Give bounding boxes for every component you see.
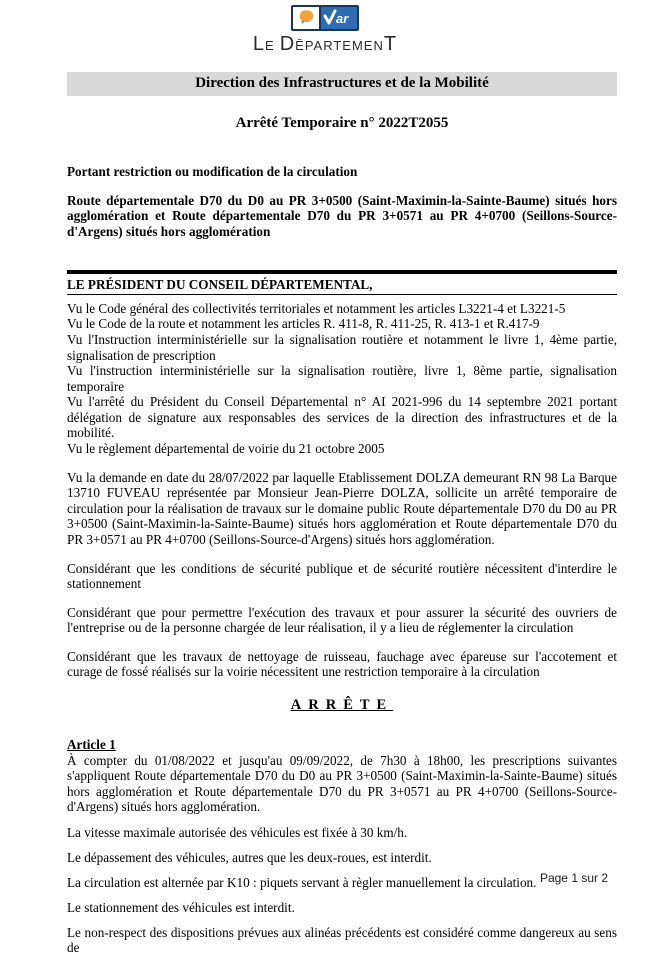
vu-item: Vu l'Instruction interministérielle sur la signalisation routière et notamment le livre 1, 4ème partie, signalisation de prescription (67, 332, 617, 363)
var-wordmark (321, 7, 357, 29)
article1-intro: À compter du 01/08/2022 et jusqu'au 09/09/2022, de 7h30 à 18h00, les prescriptions suivantes s'appliquent Route départementale D70 du D0 au PR 3+0500 (Saint-Maximin-la-Sainte-Baume) situés hors agglomération et Route départementale D70 du PR 3+0571 au PR 4+0700 (Seillons-Source-d'Argens) situés hors agglomération. (67, 752, 617, 815)
subject-line: Portant restriction ou modification de la circulation (67, 163, 358, 179)
article1-item: Le stationnement des véhicules est interdit. (67, 899, 295, 915)
department-logo (0, 0, 650, 57)
article1-item: Le dépassement des véhicules, autres que les deux-roues, est interdit. (67, 849, 432, 865)
document-title: Arrêté Temporaire n° 2022T2055 (235, 115, 449, 132)
article1-item: Le non-respect des dispositions prévues aux alinéas précédents est considéré comme dangereux au sens de (67, 924, 617, 956)
arrete-heading-text: ARRÊTE (290, 697, 394, 713)
vu-recitals (67, 301, 617, 457)
wordmark-letter: E (265, 38, 275, 53)
article1-heading: Article 1 (67, 737, 116, 753)
wordmark-letter: ĒPARTEMEN (295, 38, 384, 53)
subject-roads: Route départementale D70 du D0 au PR 3+0500 (Saint-Maximin-la-Sainte-Baume) situés hors agglomération et Route départementale D70 du PR 3+0571 au PR 4+0700 (Seillons-Source-d'Argens) situés hors agglomération (67, 192, 617, 239)
page-number: Page 1 sur 2 (539, 871, 608, 885)
arrete-heading (67, 697, 617, 714)
var-check-icon (325, 11, 335, 23)
wordmark-letter: L (252, 33, 266, 55)
vu-item: Vu le Code général des collectivités territoriales et notamment les articles L3221-4 et L3221-5 (67, 300, 566, 316)
var-wordmark-tail: ar (336, 11, 349, 26)
considerant-paragraph: Considérant que les conditions de sécurité publique et de sécurité routière nécessitent d'interdire le stationnement (67, 560, 617, 592)
vu-item: Vu l'arrêté du Président du Conseil Départemental n° AI 2021-996 du 14 septembre 2021 portant délégation de signature aux responsables des services de la direction des infrastructures et de la mobilité. (67, 394, 617, 441)
article1-item: La circulation est alternée par K10 : piquets servant à règler manuellement la circulation. (67, 874, 537, 890)
direction-banner: Direction des Infrastructures et de la Mobilité (67, 72, 617, 97)
wordmark-letter: T (383, 33, 398, 55)
vu-item: Vu l'instruction interministérielle sur la signalisation routière, livre 1, 8ème partie, signalisation temporaire (67, 363, 617, 394)
president-heading: LE PRÉSIDENT DU CONSEIL DÉPARTEMENTAL, (67, 270, 617, 295)
request-paragraph: Vu la demande en date du 28/07/2022 par laquelle Etablissement DOLZA demeurant RN 98 La Barque 13710 FUVEAU représentée par Monsieur Jean-Pierre DOLZA, sollicite un arrêté temporaire de circulation pour la réalisation de travaux sur le domaine public Route départementale D70 du D0 au PR 3+0500 (Saint-Maximin-la-Sainte-Baume) situés hors agglomération et Route départementale D70 du PR 3+0571 au PR 4+0700 (Seillons-Source-d'Argens) situés hors agglomération. (67, 469, 617, 547)
article1-item: La vitesse maximale autorisée des véhicules est fixée à 30 km/h. (67, 824, 408, 840)
considerant-paragraph: Considérant que les travaux de nettoyage de ruisseau, fauchage avec épareuse sur l'accotement et curage de fossé réalisés sur la voirie nécessitent une restriction temporaire à la circulation (67, 648, 617, 680)
vu-item: Vu le règlement départemental de voirie du 21 octobre 2005 (67, 441, 385, 457)
department-wordmark (0, 33, 650, 57)
var-map-icon (293, 7, 321, 29)
var-logo-box (291, 5, 359, 31)
vu-item: Vu le Code de la route et notamment les articles R. 411-8, R. 411-25, R. 413-1 et R.417-9 (67, 316, 540, 332)
considerant-paragraph: Considérant que pour permettre l'exécution des travaux et pour assurer la sécurité des ouvriers de l'entreprise ou de la personne chargée de leur réalisation, il y a lieu de réglementer la circulation (67, 604, 617, 636)
wordmark-letter: D (279, 33, 296, 55)
